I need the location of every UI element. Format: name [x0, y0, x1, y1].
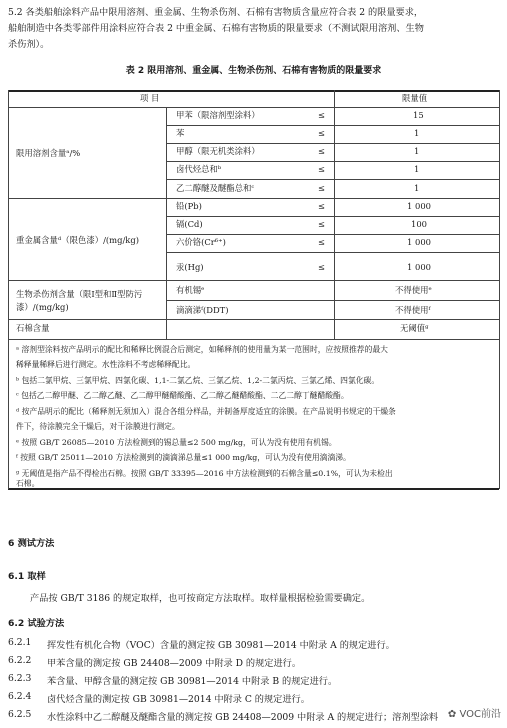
row-val: 1 000 [407, 237, 431, 247]
item-text: 挥发性有机化合物（VOC）含量的测定按 GB 30981—2014 中附录 A 的规定进行。 [47, 640, 395, 651]
item-number: 6.2.3 [8, 673, 32, 684]
row-sub: 滴滴涕ᶠ(DDT) [176, 305, 229, 315]
watermark [448, 705, 501, 720]
row-val: 不得使用ᵉ [395, 285, 432, 295]
row-sub: 卤代烃总和ᵇ [176, 164, 222, 174]
group-label-solvents: 限用溶剂含量ᵃ/% [16, 148, 81, 158]
row-sub: 苯 [176, 128, 185, 138]
section-6-title: 6 测试方法 [8, 538, 55, 549]
row-sub: 铅(Pb) [176, 201, 202, 211]
row-sub: 六价铬(Cr⁶⁺) [176, 237, 226, 247]
note-line: ᶜ 包括乙二醇甲醚、乙二醇乙醚、乙二醇甲醚醋酸酯、乙二醇乙醚醋酸酯、二乙二醇丁醚醋酸酯。 [16, 391, 349, 400]
intro-line-1: 5.2 各类船舶涂料产品中限用溶剂、重金属、生物杀伤剂、石棉有害物质含量应符合表 2 的限量要求， [8, 7, 424, 18]
row-val: 1 [414, 183, 420, 193]
group-label-heavy-metals: 重金属含量ᵈ（限色漆）/(mg/kg) [16, 235, 140, 245]
item-number: 6.2.2 [8, 655, 32, 666]
row-val: 1 [414, 128, 420, 138]
note-line: 稀释量稀释后进行测定。水性涂料不考虑稀释配比。 [16, 360, 196, 369]
asbestos-label: 石棉含量 [16, 323, 50, 333]
item-text: 甲苯含量的测定按 GB 24408—2009 中附录 D 的规定进行。 [47, 658, 302, 669]
intro-line-2: 船舶制造中各类零部件用涂料应符合表 2 中重金属、石棉有害物质的限量要求（不测试限用溶剂、生物 [8, 23, 424, 34]
group-label-biocides-1: 生物杀伤剂含量（限Ⅰ型和Ⅱ型防污 [16, 289, 143, 299]
row-val: 15 [413, 110, 424, 120]
wechat-icon: ✿ [447, 709, 457, 720]
row-val: 1 000 [407, 262, 431, 272]
table-bottom-rule [8, 488, 499, 490]
item-number: 6.2.5 [8, 709, 32, 720]
note-line: ᶠ 按照 GB/T 25011—2010 方法检测到的滴滴涕总量≤1 000 mg/kg，可认为没有使用滴滴涕。 [16, 453, 351, 462]
watermark-text: VOC前沿 [459, 709, 501, 720]
intro-line-3: 杀伤剂）。 [8, 39, 50, 50]
note-line: ᵇ 包括二氯甲烷、三氯甲烷、四氯化碳、1,1-二氯乙烷、三氯乙烷、1,2-二氯丙烷、三氯乙烯、四氯化碳。 [16, 376, 380, 385]
table-top-rule [8, 90, 499, 92]
note-line: ᵈ 按产品明示的配比（稀释剂无须加入）混合各组分样品，并制备厚度适宜的涂膜。在产品说明书规定的干燥条 [16, 407, 396, 416]
section-6-2-title: 6.2 试验方法 [8, 618, 65, 629]
header-limit: 限量值 [402, 93, 428, 103]
note-line: ᵍ 无阈值是指产品不得检出石棉。按照 GB/T 33395—2016 中方法检测到的石棉含量≤0.1%，可认为未检出 [16, 469, 393, 478]
section-6-1-title: 6.1 取样 [8, 571, 46, 582]
item-text: 苯含量、甲醇含量的测定按 GB 30981—2014 中附录 B 的规定进行。 [47, 676, 338, 687]
row-sub: 有机锡ᵉ [176, 285, 205, 295]
row-op: ≤ [318, 183, 326, 193]
row-op: ≤ [318, 262, 326, 272]
row-op: ≤ [318, 110, 326, 120]
row-sub: 乙二醇醚及醚酯总和ᶜ [176, 183, 255, 193]
row-val: 100 [411, 219, 427, 229]
item-number: 6.2.4 [8, 691, 32, 702]
row-sub: 甲苯（限溶剂型涂料） [176, 110, 260, 120]
row-sub: 甲醇（限无机类涂料） [176, 146, 260, 156]
item-number: 6.2.1 [8, 637, 32, 648]
table-caption: 表 2 限用溶剂、重金属、生物杀伤剂、石棉有害物质的限量要求 [125, 66, 382, 76]
row-val: 1 [414, 146, 420, 156]
note-line: 石棉。 [16, 479, 40, 488]
row-val: 1 [414, 164, 420, 174]
row-op: ≤ [318, 146, 326, 156]
row-op: ≤ [318, 128, 326, 138]
note-line: ᵉ 按照 GB/T 26085—2010 方法检测到的锡总量≤2 500 mg/kg，可认为没有使用有机锡。 [16, 438, 337, 447]
item-text: 水性涂料中乙二醇醚及醚酯含量的测定按 GB 24408—2009 中附录 A 的规定进行；溶剂型涂料 [47, 712, 439, 723]
row-val: 不得使用ᶠ [395, 305, 431, 315]
note-line: ᵃ 溶剂型涂料按产品明示的配比和稀释比例混合后测定，如稀释剂的使用量为某一范围时，应按照推荐的最大 [16, 345, 388, 354]
row-op: ≤ [318, 164, 326, 174]
header-item: 项 目 [140, 93, 160, 103]
row-sub: 镉(Cd) [176, 219, 203, 229]
section-6-1-text: 产品按 GB/T 3186 的规定取样，也可按商定方法取样。取样量根据检验需要确定。 [30, 593, 371, 604]
item-text: 卤代烃含量的测定按 GB 30981—2014 中附录 C 的规定进行。 [47, 694, 310, 705]
note-line: 件下，待涂膜完全干燥后，对干涂膜进行测定。 [16, 422, 180, 431]
row-sub: 汞(Hg) [176, 262, 204, 272]
row-op: ≤ [318, 201, 326, 211]
asbestos-value: 无阈值ᵍ [400, 323, 429, 333]
row-op: ≤ [318, 237, 326, 247]
row-val: 1 000 [407, 201, 431, 211]
row-op: ≤ [318, 219, 326, 229]
group-label-biocides-2: 漆）/(mg/kg) [16, 302, 69, 312]
